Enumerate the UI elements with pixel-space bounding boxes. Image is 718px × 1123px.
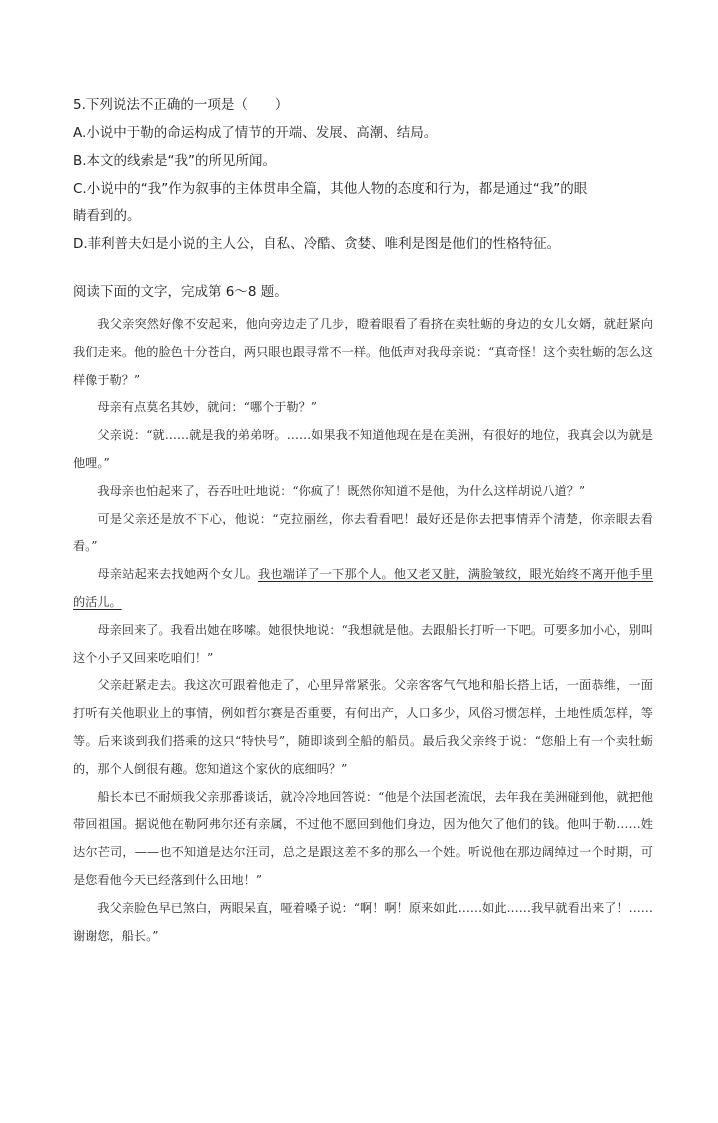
passage-paragraph-5: 可是父亲还是放不下心，他说：“克拉丽丝，你去看看吧！最好还是你去把事情弄个清楚，你亲眼去看看。”	[73, 511, 653, 554]
passage-paragraph-9: 船长本已不耐烦我父亲那番谈话，就冷冷地回答说：“他是个法国老流氓，去年我在美洲碰到他，就把他带回祖国。据说他在勒阿弗尔还有亲属，不过他不愿回到他们身边，因为他欠了他们的钱。他叫于勒……姓达尔芒司，——也不知道是达尔汪司，总之是跟这差不多的那么一个姓。听说他在那边阔绰过一个时期，可是您看他今天已经落到什么田地！”	[73, 789, 653, 887]
passage-paragraph-3: 父亲说：“就……就是我的弟弟呀。……如果我不知道他现在是在美洲，有很好的地位，我真会以为就是他哩。”	[73, 428, 653, 470]
question-5-option-c-line-1: C.小说中的“我”作为叙事的主体贯串全篇，其他人物的态度和行为，都是通过“我”的眼	[73, 181, 588, 197]
question-5-option-a: A.小说中于勒的命运构成了情节的开端、发展、高潮、结局。	[73, 125, 438, 141]
passage-paragraph-6	[73, 561, 653, 617]
passage-paragraph-1: 我父亲突然好像不安起来，他向旁边走了几步，瞪着眼看了看挤在卖牡蛎的身边的女儿女婿，就赶紧向我们走来。他的脸色十分苍白，两只眼也跟寻常不一样。他低声对我母亲说：“真奇怪！这个卖牡蛎的怎么这样像于勒？”	[73, 317, 653, 387]
passage-paragraph-8: 父亲赶紧走去。我这次可跟着他走了，心里异常紧张。父亲客客气气地和船长搭上话，一面恭维，一面打听有关他职业上的事情，例如哲尔赛是否重要，有何出产，人口多少，风俗习惯怎样，土地性质怎样，等等。后来谈到我们搭乘的这只“特快号”，随即谈到全船的船员。最后我父亲终于说：“您船上有一个卖牡蛎的，那个人倒很有趣。您知道这个家伙的底细吗？”	[73, 678, 653, 776]
question-5-option-d: D.菲利普夫妇是小说的主人公，自私、冷酷、贪婪、唯利是图是他们的性格特征。	[73, 236, 561, 252]
question-5-option-c-line-2: 睛看到的。	[73, 208, 141, 224]
underlined-sentence: 我也端详了一下那个人。他又老又脏，满脸皱纹，眼光始终不离开他手里的活儿。	[73, 567, 654, 609]
passage-paragraph-10: 我父亲脸色早已煞白，两眼呆直，哑着嗓子说：“啊！啊！原来如此……如此……我早就看出来了！……谢谢您，船长。”	[73, 900, 653, 943]
reading-instruction: 阅读下面的文字，完成第 6～8 题。	[73, 284, 288, 300]
paragraph-6-lead: 母亲站起来去找她两个女儿。	[97, 567, 258, 582]
passage-paragraph-2: 母亲有点莫名其妙，就问：“哪个于勒？”	[97, 400, 318, 415]
reading-passage	[73, 311, 653, 950]
question-5-option-b: B.本文的线索是“我”的所见所闻。	[73, 153, 277, 169]
passage-paragraph-7: 母亲回来了。我看出她在哆嗦。她很快地说：“我想就是他。去跟船长打听一下吧。可要多加小心，别叫这个小子又回来吃咱们！”	[73, 622, 653, 665]
passage-paragraph-4: 我母亲也怕起来了，吞吞吐吐地说：“你疯了！既然你知道不是他，为什么这样胡说八道？”	[97, 483, 586, 498]
question-5-stem: 5.下列说法不正确的一项是（ ）	[73, 97, 289, 113]
